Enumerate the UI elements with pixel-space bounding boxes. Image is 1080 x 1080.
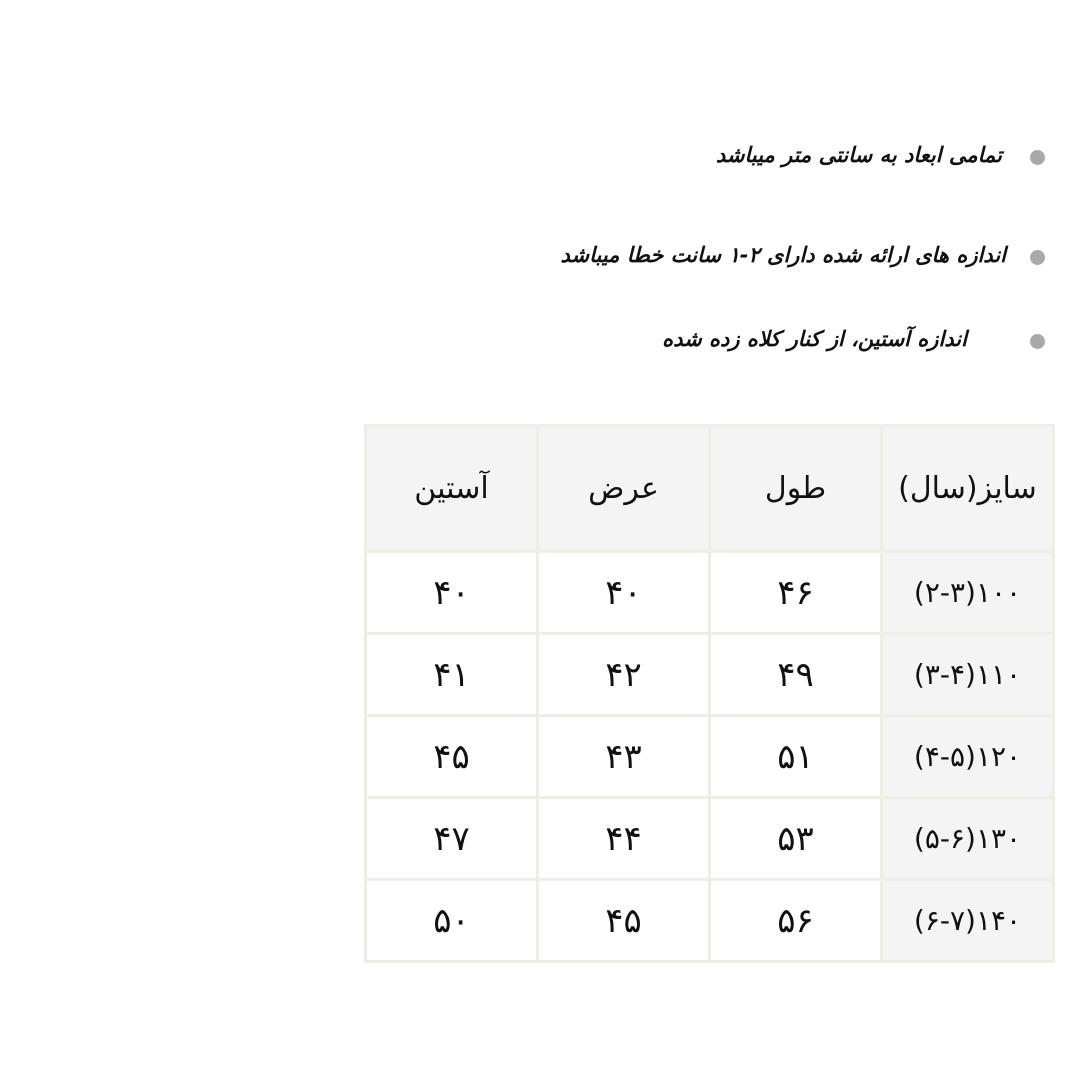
header-sleeve: آستین bbox=[366, 426, 538, 552]
size-cell: ۱۲۰(۴-۵) bbox=[882, 716, 1054, 798]
bullet-icon bbox=[1030, 250, 1045, 265]
width-cell: ۴۴ bbox=[538, 798, 710, 880]
header-size: سایز(سال) bbox=[882, 426, 1054, 552]
size-chart-table bbox=[364, 424, 1055, 963]
sleeve-cell: ۴۰ bbox=[366, 552, 538, 634]
length-cell: ۵۱ bbox=[710, 716, 882, 798]
note-sleeve-measurement: اندازه آستین، از کنار کلاه زده شده bbox=[662, 327, 967, 351]
length-cell: ۴۹ bbox=[710, 634, 882, 716]
size-cell: ۱۰۰(۲-۳) bbox=[882, 552, 1054, 634]
bullet-icon bbox=[1030, 150, 1045, 165]
width-cell: ۴۳ bbox=[538, 716, 710, 798]
table-header-row bbox=[366, 426, 1054, 552]
width-cell: ۴۲ bbox=[538, 634, 710, 716]
header-width: عرض bbox=[538, 426, 710, 552]
width-cell: ۴۵ bbox=[538, 880, 710, 962]
width-cell: ۴۰ bbox=[538, 552, 710, 634]
length-cell: ۵۶ bbox=[710, 880, 882, 962]
size-cell: ۱۳۰(۵-۶) bbox=[882, 798, 1054, 880]
bullet-icon bbox=[1030, 334, 1045, 349]
sleeve-cell: ۴۷ bbox=[366, 798, 538, 880]
sleeve-cell: ۴۵ bbox=[366, 716, 538, 798]
sleeve-cell: ۵۰ bbox=[366, 880, 538, 962]
table-row bbox=[366, 716, 1054, 798]
note-dimensions-unit: تمامی ابعاد به سانتی متر میباشد bbox=[715, 143, 1002, 167]
header-length: طول bbox=[710, 426, 882, 552]
sleeve-cell: ۴۱ bbox=[366, 634, 538, 716]
size-cell: ۱۱۰(۳-۴) bbox=[882, 634, 1054, 716]
table-row bbox=[366, 634, 1054, 716]
table-row bbox=[366, 880, 1054, 962]
note-measurement-tolerance: اندازه های ارائه شده دارای ۲-۱ سانت خطا میباشد bbox=[560, 243, 1006, 267]
length-cell: ۵۳ bbox=[710, 798, 882, 880]
size-cell: ۱۴۰(۶-۷) bbox=[882, 880, 1054, 962]
table-row bbox=[366, 552, 1054, 634]
length-cell: ۴۶ bbox=[710, 552, 882, 634]
table-row bbox=[366, 798, 1054, 880]
